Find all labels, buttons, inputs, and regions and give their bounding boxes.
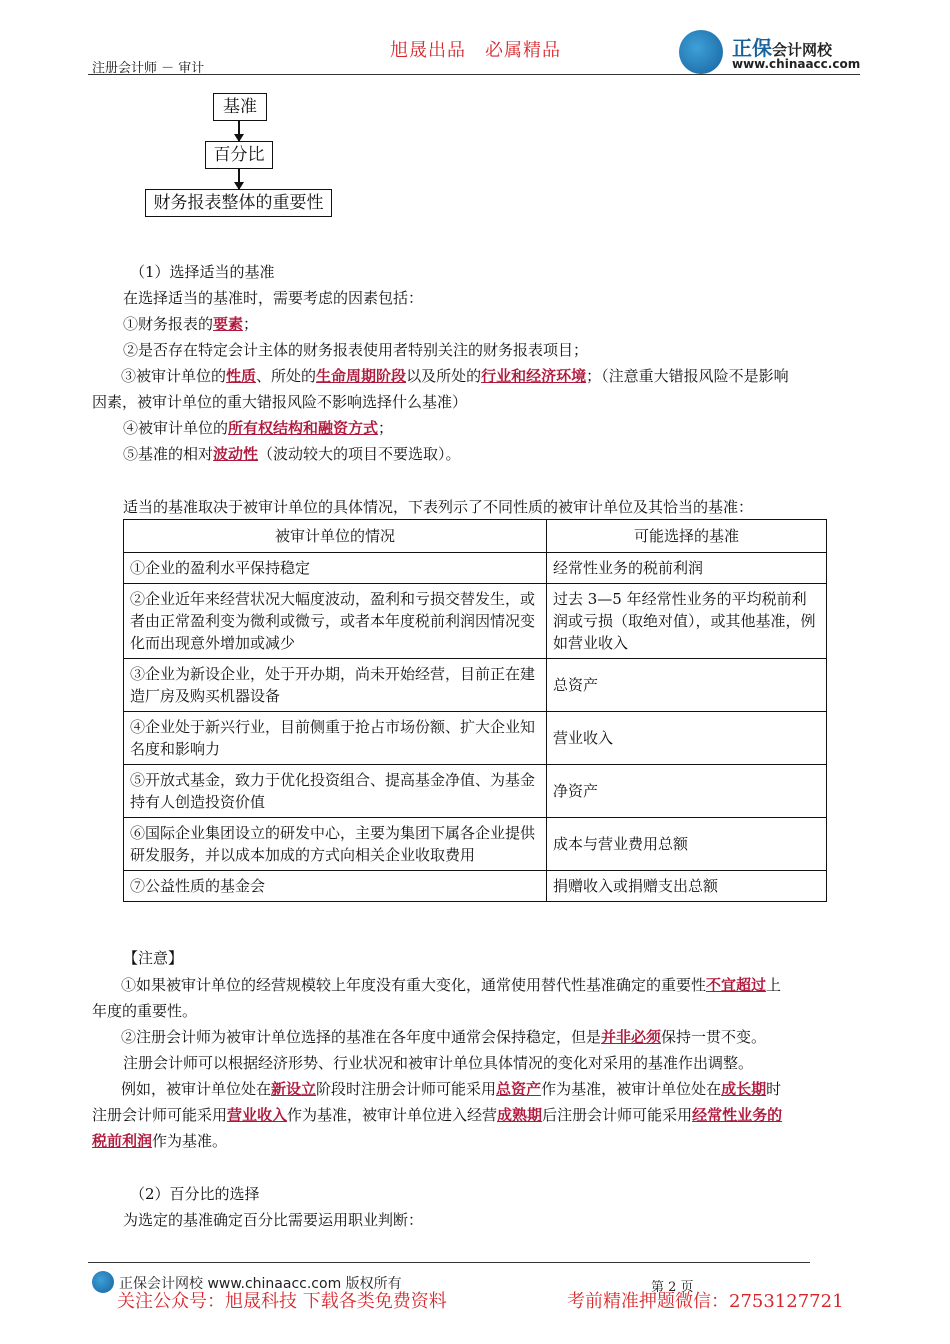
table-cell: ⑦公益性质的基金会: [124, 871, 547, 902]
table-row: [124, 871, 827, 902]
factor-5: ⑤基准的相对波动性（波动较大的项目不要选取）。: [123, 445, 461, 463]
highlight-term: 总资产: [496, 1080, 542, 1098]
chinaacc-logo-icon: [92, 1271, 114, 1293]
highlight-term: 性质: [226, 367, 257, 385]
table-cell: ⑤开放式基金，致力于优化投资组合、提高基金净值、为基金持有人创造投资价值: [124, 765, 547, 818]
footer-divider: [88, 1262, 810, 1263]
section-heading-base: （1）选择适当的基准: [130, 263, 275, 281]
highlight-term: 税前利润: [92, 1132, 153, 1150]
subject-title: 注册会计师 － 审计: [92, 61, 205, 76]
highlight-term: 波动性: [213, 445, 259, 463]
highlight-term: 不宜超过: [706, 976, 767, 994]
column-header: 可能选择的基准: [547, 520, 827, 553]
brand-name-sub: 会计网校: [772, 41, 833, 59]
section-heading-percentage: （2）百分比的选择: [130, 1185, 260, 1203]
table-row: [124, 584, 827, 659]
table-cell: ②企业近年来经营状况大幅度波动，盈利和亏损交替发生，或者由正常盈利变为微利或微亏，或者本年度税前利润因情况变化而出现意外增加或减少: [124, 584, 547, 659]
table-cell: 过去 3—5 年经常性业务的平均税前利润或亏损（取绝对值），或其他基准，例如营业收入: [547, 584, 827, 659]
table-header-row: [124, 520, 827, 553]
promo-right: 考前精准押题微信：2753127721: [567, 1291, 844, 1312]
highlight-term: 要素: [213, 315, 244, 333]
highlight-term: 成熟期: [497, 1106, 543, 1124]
column-header: 被审计单位的情况: [124, 520, 547, 553]
factor-2: ②是否存在特定会计主体的财务报表使用者特别关注的财务报表项目；: [123, 341, 589, 359]
footer-copyright: 正保会计网校 www.chinaacc.com 版权所有: [119, 1276, 402, 1292]
highlight-term: 生命周期阶段: [316, 367, 407, 385]
note-title: 【注意】: [123, 949, 184, 967]
table-row: [124, 765, 827, 818]
table-cell: ⑥国际企业集团设立的研发中心，主要为集团下属各企业提供研发服务，并以成本加成的方式向相关企业收取费用: [124, 818, 547, 871]
table-cell: ③企业为新设企业，处于开办期，尚未开始经营，目前正在建造厂房及购买机器设备: [124, 659, 547, 712]
promo-left: 关注公众号：旭晟科技 下载各类免费资料: [117, 1291, 447, 1312]
note-3: 注册会计师可以根据经济形势、行业状况和被审计单位具体情况的变化对采用的基准作出调整。: [123, 1054, 754, 1072]
factor-4: ④被审计单位的所有权结构和融资方式；: [123, 419, 394, 437]
table-row: [124, 818, 827, 871]
brand-name-main: 正保: [732, 36, 772, 60]
table-row: [124, 659, 827, 712]
table-row: [124, 553, 827, 584]
note-6: 税前利润作为基准。: [92, 1132, 228, 1150]
paragraph-intro: 在选择适当的基准时，需要考虑的因素包括：: [123, 289, 424, 307]
highlight-term: 营业收入: [227, 1106, 288, 1124]
brand-url: www.chinaacc.com: [732, 57, 861, 71]
table-cell: 捐赠收入或捐赠支出总额: [547, 871, 827, 902]
highlight-term: 新设立: [271, 1080, 317, 1098]
flow-box-percentage: 百分比: [205, 141, 273, 169]
highlight-term: 并非必须: [601, 1028, 662, 1046]
highlight-term: 行业和经济环境: [481, 367, 587, 385]
table-cell: 营业收入: [547, 712, 827, 765]
flow-box-overall-materiality: 财务报表整体的重要性: [145, 189, 332, 217]
factor-3-continued: 因素，被审计单位的重大错报风险不影响选择什么基准）: [92, 393, 468, 411]
table-intro: 适当的基准取决于被审计单位的具体情况，下表列示了不同性质的被审计单位及其恰当的基准：: [123, 498, 754, 516]
page-number: 第 2 页: [651, 1280, 694, 1295]
note-1: ①如果被审计单位的经营规模较上年度没有重大变化，通常使用替代性基准确定的重要性不宜超过上: [121, 976, 782, 994]
flow-box-base: 基准: [213, 93, 267, 121]
chinaacc-logo-icon: [679, 30, 723, 74]
header-slogan: 旭晟出品 必属精品: [390, 40, 561, 61]
table-cell: 净资产: [547, 765, 827, 818]
benchmark-table: [123, 519, 827, 902]
table-cell: 经常性业务的税前利润: [547, 553, 827, 584]
table-row: [124, 712, 827, 765]
note-1-continued: 年度的重要性。: [92, 1002, 198, 1020]
note-2: ②注册会计师为被审计单位选择的基准在各年度中通常会保持稳定，但是并非必须保持一贯不变。: [121, 1028, 767, 1046]
table-cell: 成本与营业费用总额: [547, 818, 827, 871]
note-5: 注册会计师可能采用营业收入作为基准，被审计单位进入经营成熟期后注册会计师可能采用经常性业务的: [92, 1106, 783, 1124]
table-cell: 总资产: [547, 659, 827, 712]
note-4: 例如，被审计单位处在新设立阶段时注册会计师可能采用总资产作为基准，被审计单位处在成长期时: [121, 1080, 782, 1098]
highlight-term: 所有权结构和融资方式: [228, 419, 379, 437]
table-cell: ①企业的盈利水平保持稳定: [124, 553, 547, 584]
factor-3: ③被审计单位的性质、所处的生命周期阶段以及所处的行业和经济环境；（注意重大错报风险不是影响: [121, 367, 789, 385]
paragraph-percentage-intro: 为选定的基准确定百分比需要运用职业判断：: [123, 1211, 424, 1229]
factor-1: ①财务报表的要素；: [123, 315, 259, 333]
table-cell: ④企业处于新兴行业，目前侧重于抢占市场份额、扩大企业知名度和影响力: [124, 712, 547, 765]
highlight-term: 经常性业务的: [692, 1106, 783, 1124]
header-divider: [88, 74, 860, 75]
highlight-term: 成长期: [721, 1080, 767, 1098]
